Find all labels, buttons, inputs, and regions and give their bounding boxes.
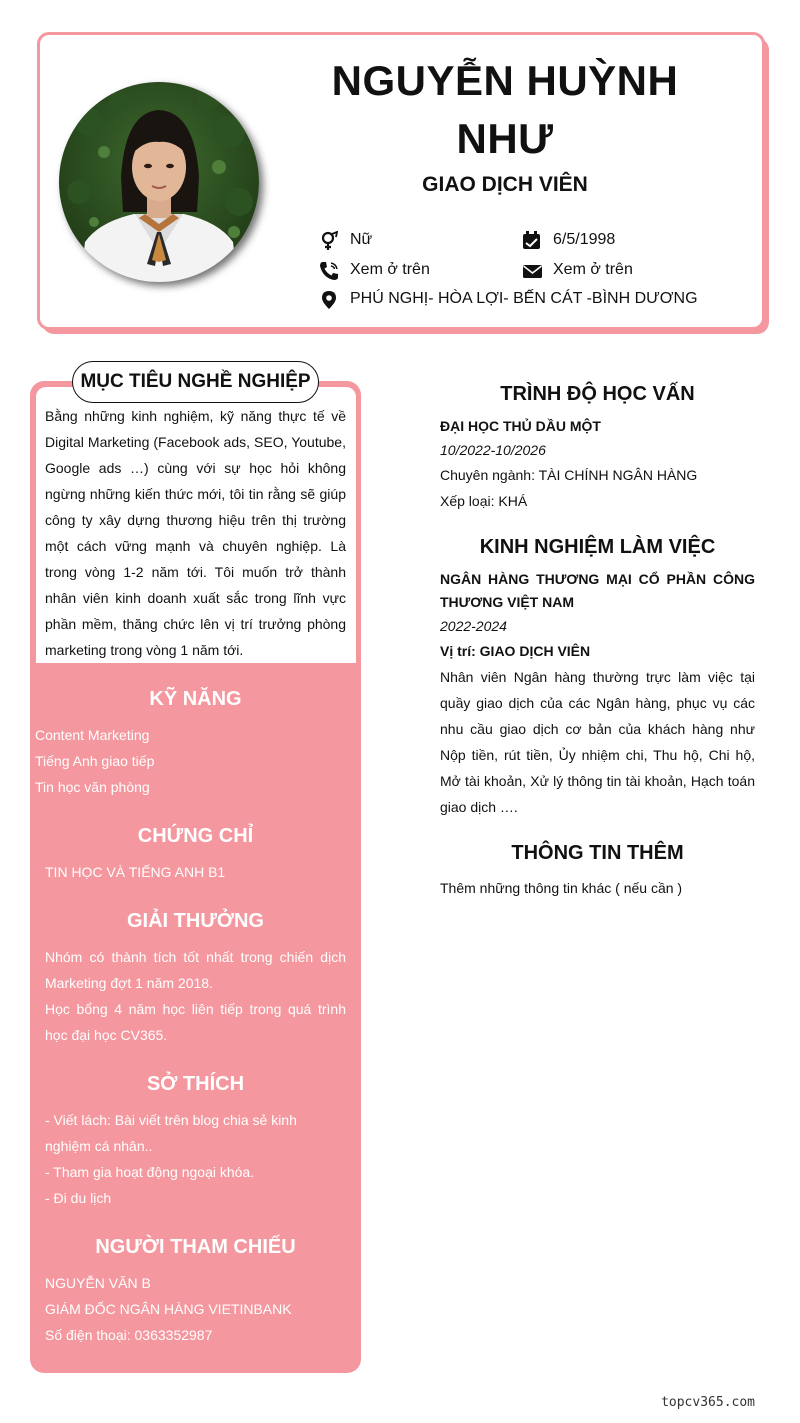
experience-block bbox=[440, 568, 755, 820]
education-title: TRÌNH ĐỘ HỌC VẤN bbox=[500, 383, 695, 405]
award-item: Học bổng 4 năm học liên tiếp trong quá trình học đại học CV365. bbox=[45, 1001, 346, 1043]
experience-company: NGÂN HÀNG THƯƠNG MẠI CỔ PHẦN CÔNG THƯƠNG VIỆT NAM bbox=[440, 571, 755, 610]
skill-item: Tin học văn phòng bbox=[35, 779, 150, 795]
location-icon bbox=[319, 290, 339, 310]
skill-item: Tiếng Anh giao tiếp bbox=[35, 753, 155, 769]
avatar bbox=[59, 82, 259, 282]
objective-title: MỤC TIÊU NGHỀ NGHIỆP bbox=[72, 361, 319, 403]
job-title: GIAO DỊCH VIÊN bbox=[422, 173, 588, 196]
phone-value: Xem ở trên bbox=[350, 261, 430, 278]
calendar-icon bbox=[522, 231, 542, 251]
address-value: PHÚ NGHỊ- HÒA LỢI- BẾN CÁT -BÌNH DƯƠNG bbox=[350, 290, 698, 307]
reference-title: NGƯỜI THAM CHIẾU bbox=[95, 1236, 296, 1258]
reference-phone: Số điện thoại: 0363352987 bbox=[45, 1327, 213, 1343]
objective-text: Bằng những kinh nghiệm, kỹ năng thực tế về Digital Marketing (Facebook ads, SEO, Youtube, Google ads …) cùng với sự học hỏi không ngừng những kiến thức mới, tôi tin rằng sẽ giúp công ty xây dựng thương hiệu trên thị trường một cách vững mạnh và chuyên nghiệp. Là trong vòng 1-2 năm tới. Tôi muốn trở thành nhân viên kinh doanh xuất sắc trong lĩnh vực phần mềm, thăng chức lên vị trí trưởng phòng marketing trong vòng 1 năm tới. bbox=[45, 408, 346, 658]
certificates-title: CHỨNG CHỈ bbox=[137, 825, 254, 847]
reference-name: NGUYỄN VĂN B bbox=[45, 1275, 151, 1291]
gender-row bbox=[319, 231, 509, 253]
reference-position: GIÁM ĐỐC NGÂN HÀNG VIETINBANK bbox=[45, 1301, 292, 1317]
phone-row bbox=[319, 261, 509, 283]
address-row bbox=[319, 290, 719, 312]
skills-list bbox=[35, 722, 355, 800]
email-value: Xem ở trên bbox=[553, 261, 633, 278]
extra-text: Thêm những thông tin khác ( nếu cần ) bbox=[440, 880, 683, 896]
experience-period: 2022-2024 bbox=[440, 618, 507, 634]
skills-title: KỸ NĂNG bbox=[149, 688, 242, 710]
gender-value: Nữ bbox=[350, 231, 373, 248]
hobby-item: - Viết lách: Bài viết trên blog chia sẻ kinh nghiệm cá nhân.. bbox=[45, 1112, 297, 1154]
candidate-name: NGUYỄN HUỲNH NHƯ bbox=[331, 57, 679, 162]
skill-item: Content Marketing bbox=[35, 727, 150, 743]
email-icon bbox=[522, 261, 542, 281]
hobby-item: - Tham gia hoạt động ngoại khóa. bbox=[45, 1164, 255, 1180]
phone-icon bbox=[319, 261, 339, 281]
dob-row bbox=[522, 231, 722, 253]
awards-list bbox=[45, 944, 346, 1048]
experience-position: Vị trí: GIAO DỊCH VIÊN bbox=[440, 643, 591, 659]
certificate-item: TIN HỌC VÀ TIẾNG ANH B1 bbox=[45, 864, 226, 880]
hobbies-title: SỞ THÍCH bbox=[146, 1073, 245, 1095]
reference-list bbox=[45, 1270, 346, 1348]
education-grade: Xếp loại: KHÁ bbox=[440, 493, 528, 509]
hobby-item: - Đi du lịch bbox=[45, 1190, 112, 1206]
footer-site: topcv365.com bbox=[661, 1395, 755, 1410]
hobbies-list bbox=[45, 1107, 346, 1211]
award-item: Nhóm có thành tích tốt nhất trong chiến dịch Marketing đợt 1 năm 2018. bbox=[45, 949, 346, 991]
education-period: 10/2022-10/2026 bbox=[440, 442, 546, 458]
education-block bbox=[440, 414, 755, 514]
education-school: ĐẠI HỌC THỦ DẦU MỘT bbox=[440, 418, 601, 434]
education-major: Chuyên ngành: TÀI CHÍNH NGÂN HÀNG bbox=[440, 467, 698, 483]
experience-title: KINH NGHIỆM LÀM VIỆC bbox=[479, 536, 716, 558]
email-row bbox=[522, 261, 722, 283]
experience-description: Nhân viên Ngân hàng thường trực làm việc tại quầy giao dịch của các Ngân hàng, phục vụ các nhu cầu giao dịch cơ bản của khách hàng như Nộp tiền, rút tiền, Ủy nhiệm chi, Thu hộ, Chi hộ, Mở tài khoản, Xử lý thông tin tài khoản, Hạch toán giao dịch …. bbox=[440, 669, 755, 815]
dob-value: 6/5/1998 bbox=[553, 231, 616, 248]
gender-icon bbox=[319, 231, 339, 251]
awards-title: GIẢI THƯỞNG bbox=[127, 910, 264, 932]
extra-title: THÔNG TIN THÊM bbox=[511, 842, 684, 864]
